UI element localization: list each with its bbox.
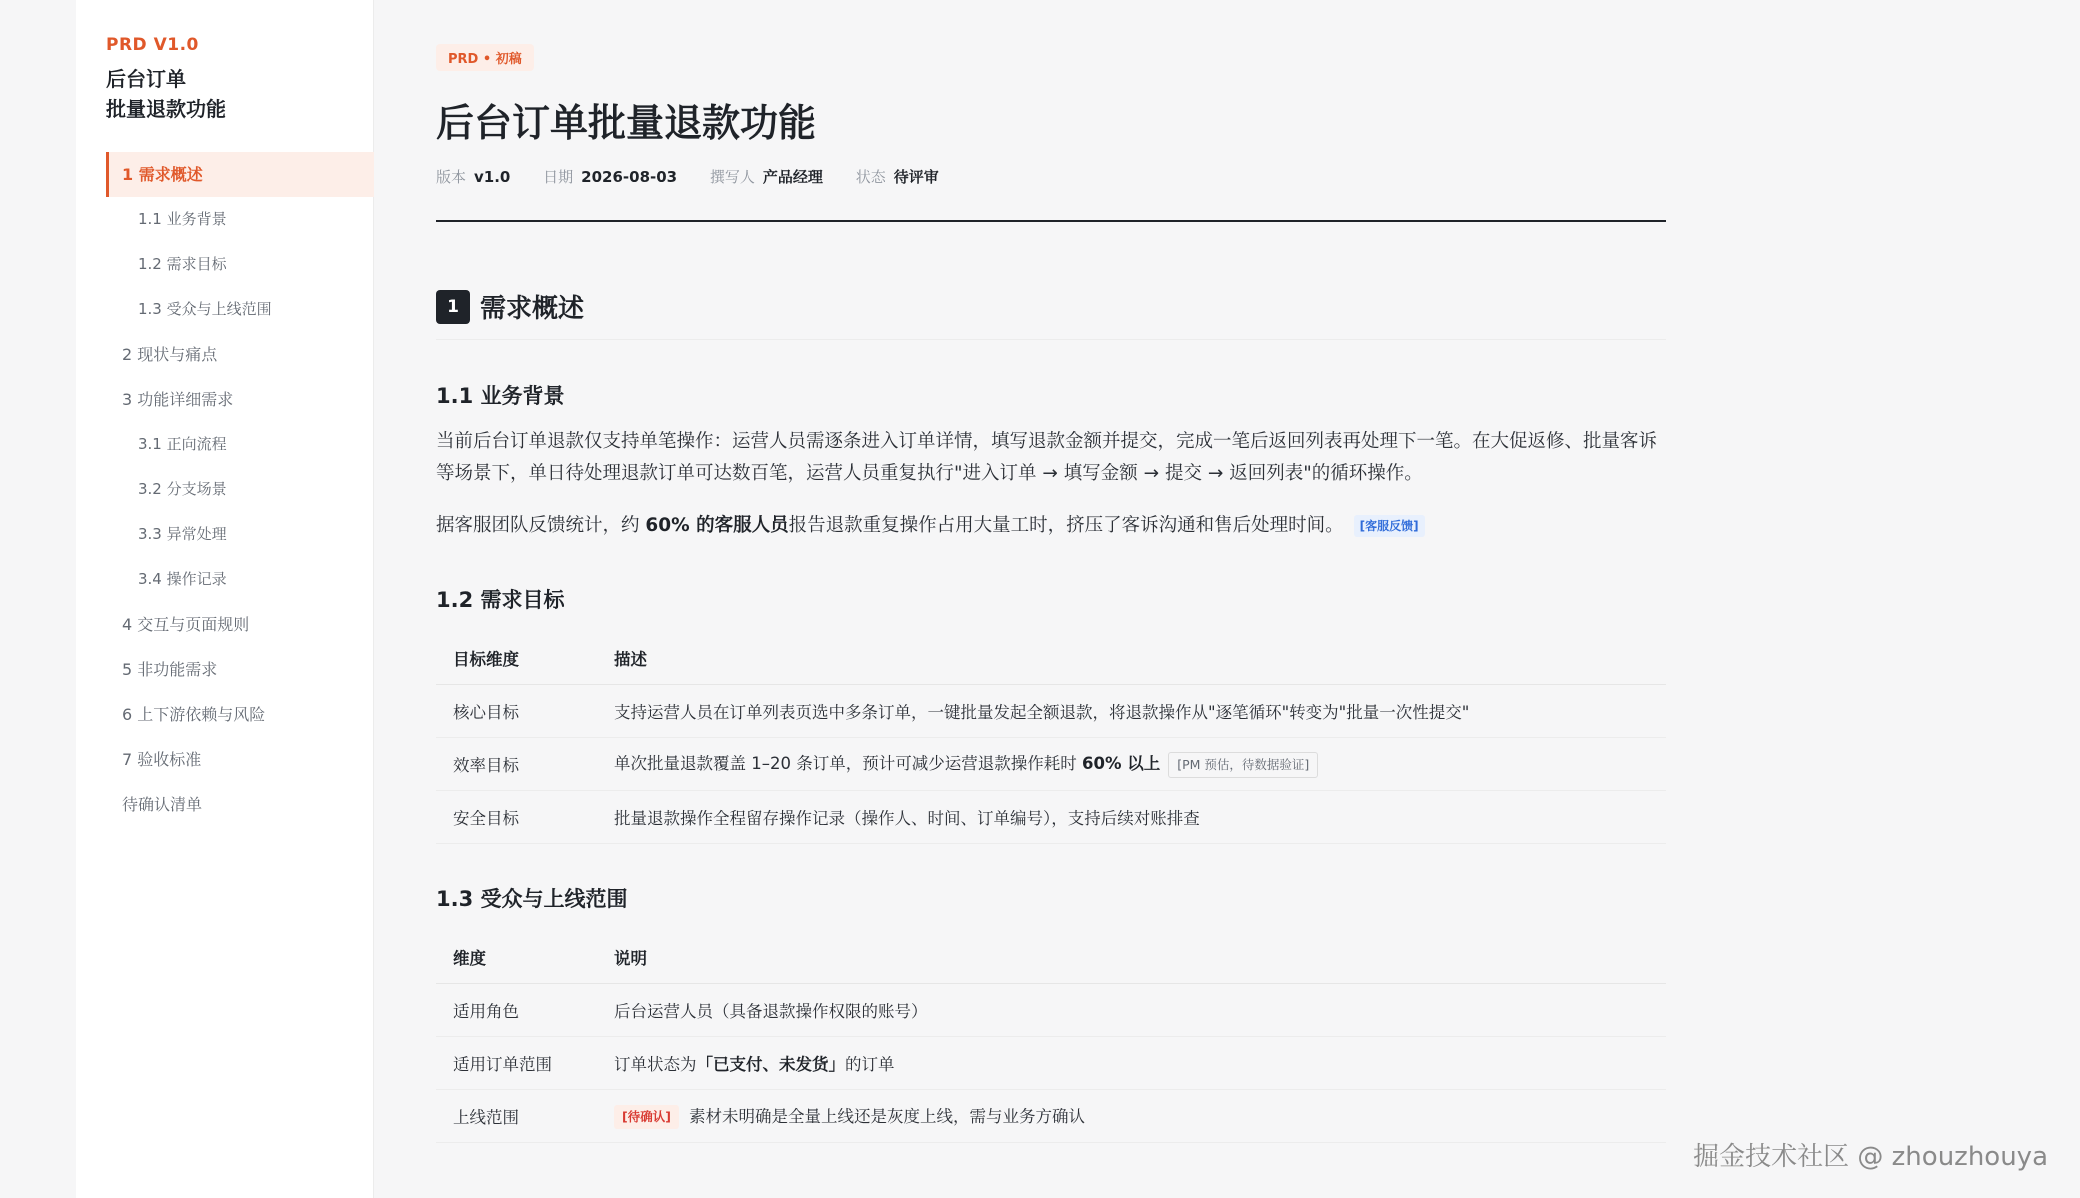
sidebar-title-line1: 后台订单	[106, 67, 186, 91]
status-badge: PRD • 初稿	[436, 44, 534, 71]
goal-description-cell: 单次批量退款覆盖 1–20 条订单，预计可减少运营退款操作耗时 60% 以上 [PM 预估，待数据验证]	[597, 738, 1666, 791]
toc-item-2[interactable]: 2 现状与痛点	[122, 345, 218, 364]
toc-item-3-3[interactable]: 3.3 异常处理	[138, 525, 227, 543]
toc-item-3-4[interactable]: 3.4 操作记录	[138, 570, 227, 588]
background-paragraph: 当前后台订单退款仅支持单笔操作：运营人员需逐条进入订单详情，填写退款金额并提交，完成一笔后返回列表再处理下一笔。在大促返修、批量客诉等场景下，单日待处理退款订单可达数百笔，运营人员重复执行"进入订单 → 填写金额 → 提交 → 返回列表"的循环操作。	[436, 431, 1658, 484]
sidebar-title-line2: 批量退款功能	[106, 97, 226, 121]
pending-tag: [待确认]	[614, 1105, 679, 1129]
subsection-title-1-1: 1.1 业务背景	[436, 384, 565, 408]
toc-item-1-1[interactable]: 1.1 业务背景	[138, 210, 227, 228]
watermark: 掘金技术社区 @ zhouzhouya	[1693, 1142, 2048, 1172]
table-header-row	[436, 632, 1666, 685]
table-of-contents	[106, 152, 374, 827]
table-row	[436, 738, 1666, 791]
meta-date: 日期 2026-08-03	[543, 168, 678, 186]
section-number-badge: 1	[436, 290, 470, 324]
column-header: 目标维度	[436, 632, 597, 685]
toc-item-1[interactable]: 1 需求概述	[106, 152, 374, 197]
goal-dimension-cell: 安全目标	[436, 791, 597, 844]
goal-dimension-cell: 核心目标	[436, 685, 597, 738]
toc-item-1-2[interactable]: 1.2 需求目标	[138, 255, 227, 273]
doc-meta	[436, 166, 967, 187]
column-header: 描述	[597, 632, 1666, 685]
table-row	[436, 791, 1666, 844]
toc-item-4[interactable]: 4 交互与页面规则	[122, 615, 250, 634]
toc-item-3-2[interactable]: 3.2 分支场景	[138, 480, 227, 498]
scope-description-cell: 订单状态为「已支付、未发货」的订单	[597, 1037, 1666, 1090]
header-divider	[436, 220, 1666, 222]
toc-item-6[interactable]: 6 上下游依赖与风险	[122, 705, 266, 724]
toc-item-3[interactable]: 3 功能详细需求	[122, 390, 234, 409]
meta-version: 版本 v1.0	[436, 168, 511, 186]
table-row	[436, 1090, 1666, 1143]
toc-item-1-3[interactable]: 1.3 受众与上线范围	[138, 300, 272, 318]
meta-author: 撰写人 产品经理	[709, 168, 823, 186]
prd-version-label: PRD V1.0	[106, 35, 199, 55]
goal-dimension-cell: 效率目标	[436, 738, 597, 791]
scope-dimension-cell: 适用角色	[436, 984, 597, 1037]
source-tag: [客服反馈]	[1354, 515, 1425, 537]
column-header: 维度	[436, 931, 597, 984]
section-heading	[436, 288, 584, 325]
estimate-tag: [PM 预估，待数据验证]	[1168, 752, 1318, 778]
table-header-row	[436, 931, 1666, 984]
sidebar-doc-title	[106, 64, 226, 124]
scope-table	[436, 931, 1666, 1143]
sidebar	[76, 0, 374, 1198]
section-divider	[436, 339, 1666, 340]
toc-item-5[interactable]: 5 非功能需求	[122, 660, 218, 679]
feedback-paragraph: 据客服团队反馈统计，约 60% 的客服人员报告退款重复操作占用大量工时，挤压了客诉沟通和售后处理时间。 [客服反馈]	[436, 510, 1666, 542]
subsection-title-1-3: 1.3 受众与上线范围	[436, 887, 628, 911]
table-row	[436, 1037, 1666, 1090]
goal-description-cell: 支持运营人员在订单列表页选中多条订单，一键批量发起全额退款，将退款操作从"逐笔循环"转变为"批量一次性提交"	[597, 685, 1666, 738]
subsection-title-1-2: 1.2 需求目标	[436, 588, 565, 612]
toc-item-3-1[interactable]: 3.1 正向流程	[138, 435, 227, 453]
scope-description-cell: [待确认] 素材未明确是全量上线还是灰度上线，需与业务方确认	[597, 1090, 1666, 1143]
scope-description-cell: 后台运营人员（具备退款操作权限的账号）	[597, 984, 1666, 1037]
goal-description-cell: 批量退款操作全程留存操作记录（操作人、时间、订单编号），支持后续对账排查	[597, 791, 1666, 844]
table-row	[436, 984, 1666, 1037]
meta-status: 状态 待评审	[855, 168, 939, 186]
section-title: 需求概述	[480, 294, 585, 324]
scope-dimension-cell: 上线范围	[436, 1090, 597, 1143]
scope-dimension-cell: 适用订单范围	[436, 1037, 597, 1090]
goals-table	[436, 632, 1666, 844]
column-header: 说明	[597, 931, 1666, 984]
toc-item-pending[interactable]: 待确认清单	[122, 795, 203, 814]
table-row	[436, 685, 1666, 738]
toc-item-7[interactable]: 7 验收标准	[122, 750, 202, 769]
page-title: 后台订单批量退款功能	[436, 101, 817, 145]
